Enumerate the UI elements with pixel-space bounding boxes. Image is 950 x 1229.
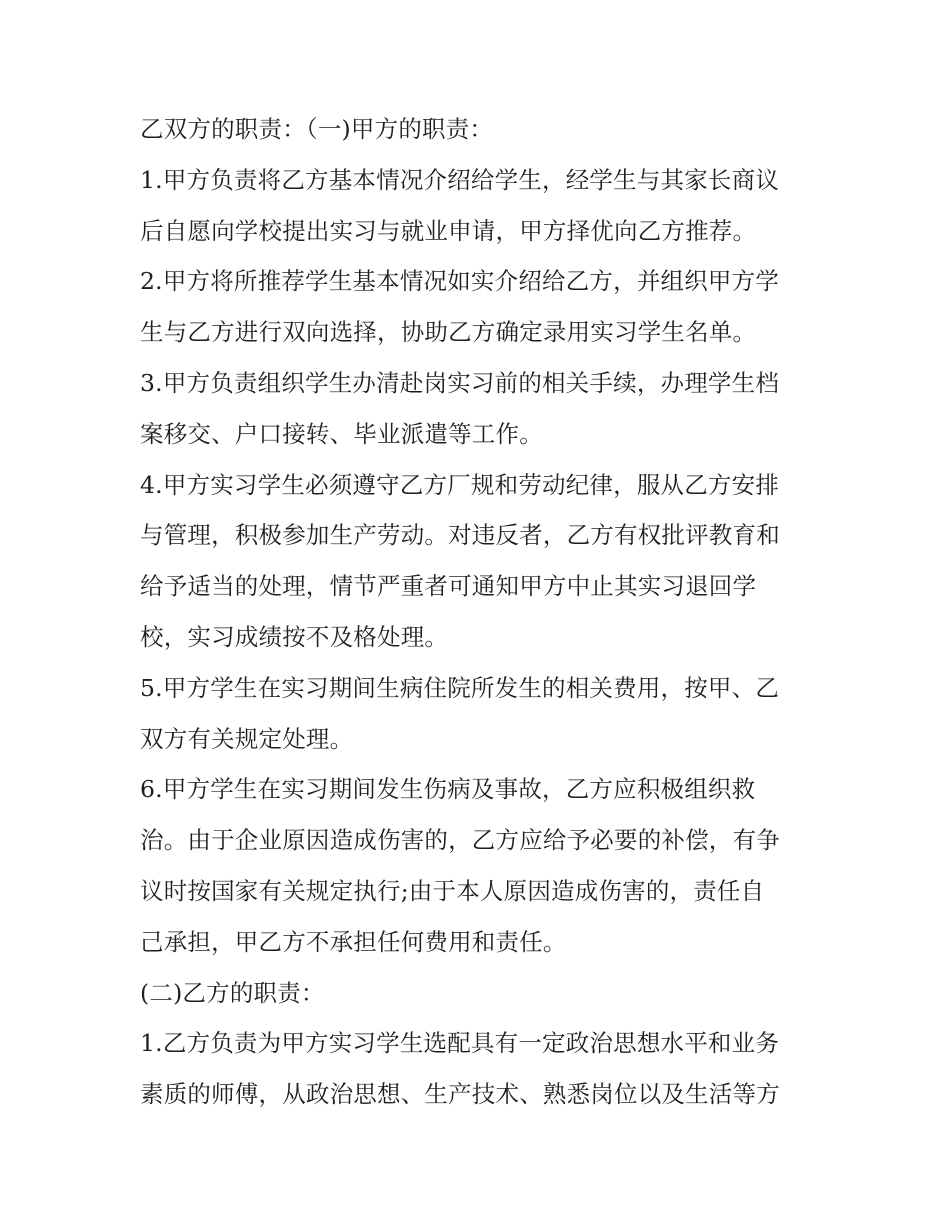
text-line: 1.乙方负责为甲方实习学生选配具有一定政治思想水平和业务	[140, 1029, 780, 1058]
text-line: 5.甲方学生在实习期间生病住院所发生的相关费用，按甲、乙	[140, 673, 780, 702]
text-line: 1.甲方负责将乙方基本情况介绍给学生，经学生与其家长商议	[140, 165, 780, 194]
text-line: 治。由于企业原因造成伤害的，乙方应给予必要的补偿，有争	[140, 826, 780, 855]
text-line: 乙双方的职责：（一)甲方的职责：	[140, 115, 494, 143]
text-line: 后自愿向学校提出实习与就业申请，甲方择优向乙方推荐。	[140, 216, 757, 245]
text-line: 素质的师傅，从政治思想、生产技术、熟悉岗位以及生活等方	[140, 1080, 780, 1109]
text-line: 给予适当的处理，情节严重者可通知甲方中止其实习退回学	[140, 572, 757, 601]
document-body	[140, 104, 820, 1120]
text-line: 校，实习成绩按不及格处理。	[140, 622, 449, 651]
text-line: 议时按国家有关规定执行;由于本人原因造成伤害的，责任自	[140, 876, 765, 905]
text-line: 己承担，甲乙方不承担任何费用和责任。	[140, 927, 567, 956]
text-line: (二)乙方的职责：	[140, 978, 325, 1007]
text-line: 2.甲方将所推荐学生基本情况如实介绍给乙方，并组织甲方学	[140, 267, 780, 296]
text-line: 4.甲方实习学生必须遵守乙方厂规和劳动纪律，服从乙方安排	[140, 470, 780, 499]
text-line: 双方有关规定处理。	[140, 724, 354, 753]
text-line: 3.甲方负责组织学生办清赴岗实习前的相关手续，办理学生档	[140, 368, 780, 397]
text-line: 生与乙方进行双向选择，协助乙方确定录用实习学生名单。	[140, 318, 757, 347]
text-line: 案移交、户口接转、毕业派遣等工作。	[140, 419, 543, 448]
text-line: 6.甲方学生在实习期间发生伤病及事故，乙方应积极组织救	[140, 775, 756, 804]
text-line: 与管理，积极参加生产劳动。对违反者，乙方有权批评教育和	[140, 521, 780, 550]
